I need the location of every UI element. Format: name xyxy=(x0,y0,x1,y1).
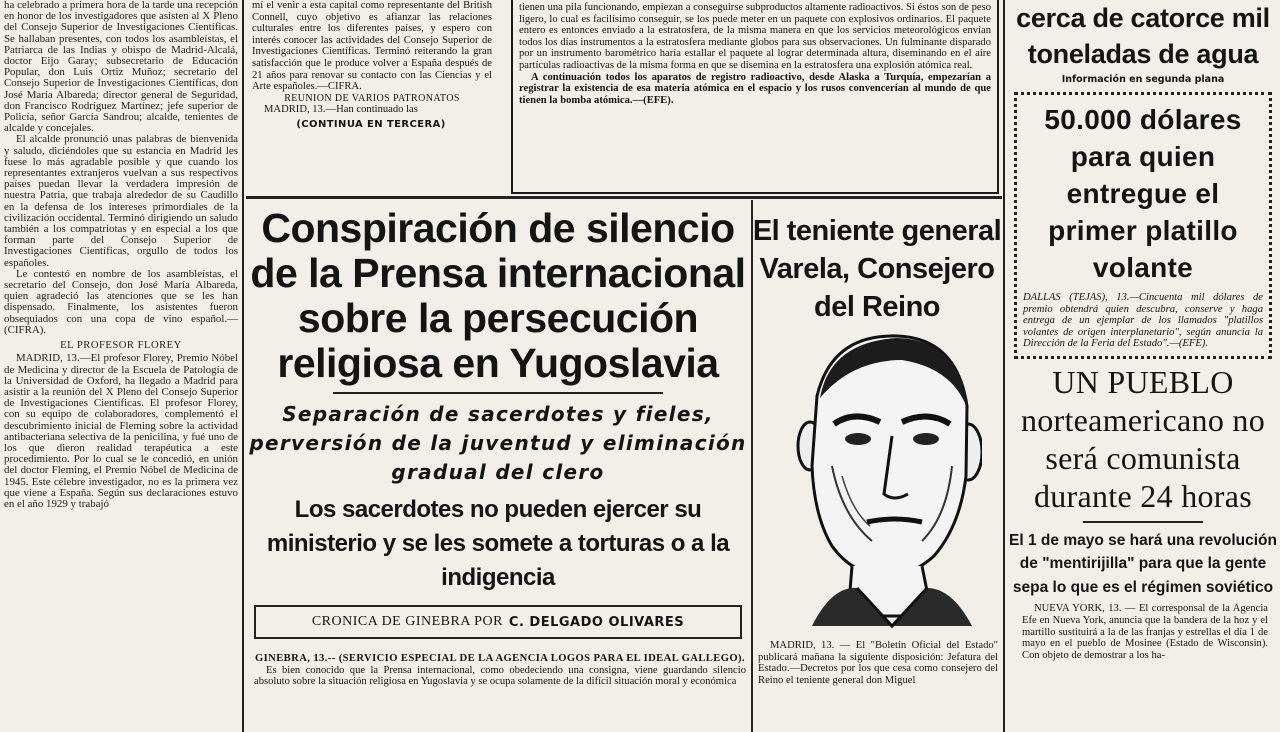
article-paragraph: Le contestó en nombre de los asambleístas, el secretario del Consejo, don José María Albareda, quien agradeció las atenciones que se les han dispensado. Finalmente, los asistentes fueron obsequiados con una copa de vino español.—(CIFRA). xyxy=(4,267,238,336)
atomic-article-box xyxy=(505,0,1001,196)
article-paragraph: MADRID, 13.—El profesor Florey, Premio Nóbel de Medicina y director de la Escuela de Patología de la Universidad de Oxford, ha llegado a Madrid para asistir a la reunión del X Pleno del Consejo Superior de Investigaciones Científicas. El profesor Florey, con su equipo de colaboradores, complementó el descubrimiento inicial de Fleming sobre la actividad antibacteriana selectiva de la penicilina, y fué uno de los que dieron realidad terapéutica a este procedimiento. Por lo cual se le concedió, en unión del doctor Fleming, el Premio Nóbel de Medicina de 1945. Este célebre investigador, no es la primera vez que viene a España. Según sus declaraciones estuvo en el año 1929 y trabajó xyxy=(4,352,238,510)
portrait-illustration xyxy=(772,326,982,636)
byline-author: C. DELGADO OLIVARES xyxy=(508,614,685,630)
section-subhead: EL PROFESOR FLOREY xyxy=(60,340,182,352)
article-paragraph: A continuación todos los aparatos de registro radioactivo, desde Alaska a Turquía, empezarían a registrar la existencia de esa materia atómica en el espacio y los rusos convencerían al mundo de que tienen la bomba atómica.—(EFE). xyxy=(519,71,991,106)
portrait-headline: El teniente general Varela, Consejero del Reino xyxy=(752,215,1002,323)
dateline: GINEBRA, 13.-- (SERVICIO ESPECIAL DE LA AGENCIA LOGOS PARA EL IDEAL GALLEGO). xyxy=(255,653,745,664)
right-column xyxy=(1006,0,1280,732)
main-story xyxy=(246,200,750,732)
article-paragraph: MADRID, 13. — El "Boletín Oficial del Estado" publicará mañana la siguiente disposición: Jefatura del Estado.—Decretos por los que cesa como consejero del Reino el teniente general don Miguel xyxy=(758,640,998,686)
headline-rule xyxy=(1083,521,1203,523)
section-subhead: REUNION DE VARIOS PATRONATOS xyxy=(284,92,460,104)
article-paragraph: MADRID, 13.—Han continuado las xyxy=(264,104,418,116)
portrait-story xyxy=(752,200,1002,732)
article-paragraph: mí el venir a esta capital como representante del British Connell, cuyo objetivo es afianzar las relaciones culturales entre los diferentes países, y espero con interés conocer las actividades del Consejo Superior de Investigaciones Científicas. Terminó reiterando la gran satisfacción que le produce volver a España después de 21 años para renovar su contacto con las Ciencias y el Arte españoles.—CIFRA. xyxy=(252,0,492,93)
section-rule xyxy=(246,196,1002,199)
main-headline: Conspiración de silencio de la Prensa internacional sobre la persecución religiosa en Yugoslavia xyxy=(250,205,746,386)
main-secondary-headline: Los sacerdotes no pueden ejercer su ministerio y se les somete a torturas o a la indigencia xyxy=(266,496,730,591)
column-rule xyxy=(242,0,244,732)
pueblo-subheadline: El 1 de mayo se hará una revolución de "mentirijilla" para que la gente sepa lo que es el régimen soviético xyxy=(1009,531,1277,596)
pueblo-headline: UN PUEBLO norteamericano no será comunista durante 24 horas xyxy=(1020,363,1266,514)
byline-prefix: CRONICA DE GINEBRA POR xyxy=(311,614,503,629)
continued-note: (CONTINUA EN TERCERA) xyxy=(296,118,446,130)
ufo-body: DALLAS (TEJAS), 13.—Cincuenta mil dólares de premio obtendrá quien descubra, conserve y haga entrega de un ejemplar de los llamados "platillos volantes de origen interplanetario", según anuncia la Dirección de la Feria del Estado".—(EFE). xyxy=(1023,292,1263,350)
info-note: Información en segunda plana xyxy=(1061,74,1225,85)
column-rule xyxy=(1003,0,1005,732)
center-left-top-column xyxy=(246,0,496,195)
article-paragraph: El alcalde pronunció unas palabras de bienvenida y saludo, diciéndoles que su estancia en Madrid les fuese lo más agradable posible y que cuando los representantes extranjeros vuelvan a sus respectivos países puedan llevar la verdadera impresión de nuestra Patria, que trabaja alrededor de su Caudillo en la defensa de los intereses primordiales de la civilización occidental. Terminó dirigiendo un saludo también a los compatriotas y en especial a los que forman parte del Consejo Superior de Investigaciones Científicas, orgullo de todos los españoles. xyxy=(4,133,238,269)
article-paragraph: ha celebrado a primera hora de la tarde una recepción en honor de los investigadores que asisten al X Pleno del Consejo Superior de Investigaciones Científicas. Se hallaban presentes, con todos los asambleístas, el Patriarca de las Indias y obispo de Madrid-Alcalá, doctor Eijo Garay; subsecretario de Educación Popular, don Luis Ortiz Muñoz; secretario del Consejo Superior de Investigaciones Científicas, don José María Albareda; director general de Seguridad, don Francisco Rodríguez Martínez; jefe superior de Policía, señor García Sandrou; alcalde, tenientes de alcalde y concejales. xyxy=(4,0,238,135)
main-subheadline: Separación de sacerdotes y fieles, perversión de la juventud y eliminación gradual del clero xyxy=(249,402,747,484)
headline-rule xyxy=(333,392,663,394)
ufo-headline: 50.000 dólares para quien entregue el primer platillo volante xyxy=(1044,104,1242,283)
article-paragraph: Es bien conocido que la Prensa internacional, como obedeciendo una consigna, viene guardando silencio absoluto sobre la situación religiosa en Yugoslavia y se ocupa solamente de la difícil situación moral y económica xyxy=(254,664,746,688)
article-paragraph: tienen una pila funcionando, empiezan a conseguirse subproductos altamente radioactivos. Si éstos son de peso ligero, lo cual es facilísimo conseguir, se los puede meter en un paquete con explosivos ordinarios. El paquete entero es entonces enviado a la estratosfera, de la misma manera en que los servicios meteorológicos envían todos los días instrumentos a la estratosfera mediante globos para sus observaciones. Un fulminante disparado por un instrumento barométrico haría estallar el paquete al lograr determinada altura, diseminando en el aire partículas radioactivas de la misma forma en que se disemina en la estratosfera una explosión atómica real. xyxy=(519,2,991,71)
left-column xyxy=(0,0,240,732)
byline-box xyxy=(254,605,742,639)
ufo-story-box xyxy=(1014,92,1272,359)
article-paragraph: NUEVA YORK, 13. — El corresponsal de la Agencia Efe en Nueva York, anuncia que la bandera de la hoz y el martillo sustituirá a la de las franjas y estrellas el día 1 de mayo en el pueblo de Mosinee (Estado de Wisconsin). Con objeto de demostrar a los ha- xyxy=(1022,603,1268,661)
water-headline: cerca de catorce mil toneladas de agua xyxy=(1016,3,1270,69)
